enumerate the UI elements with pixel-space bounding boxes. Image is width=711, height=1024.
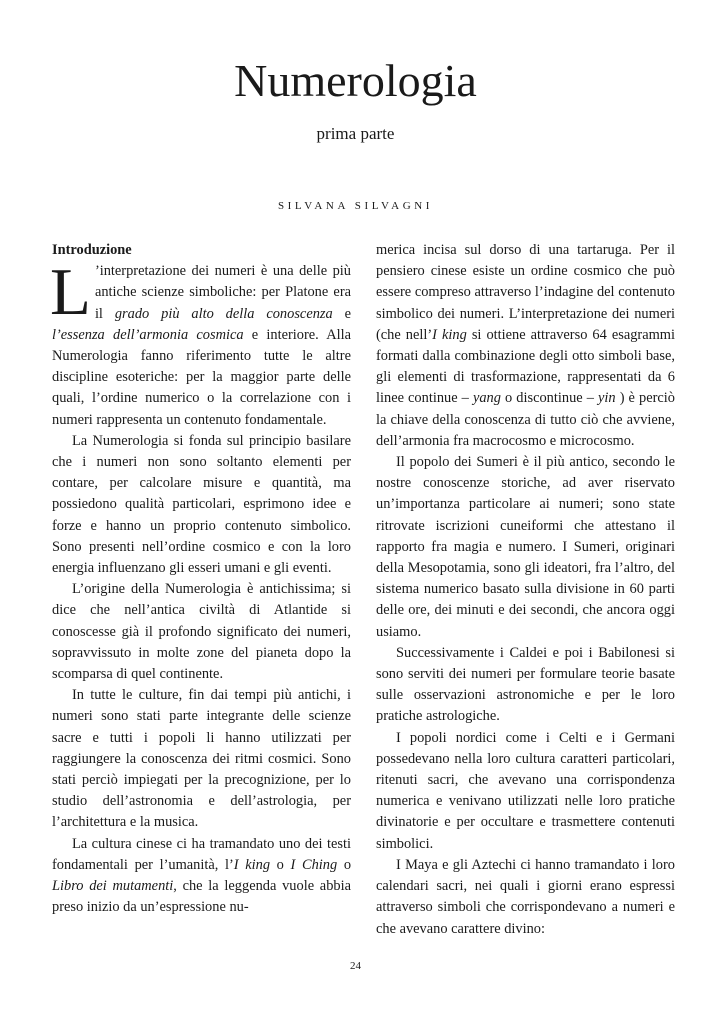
- paragraph-text: merica incisa sul dorso di una tartaruga. Per il pensiero cinese esiste un ordine cosmico che può essere compreso attraverso l’indagine del contenuto simbolico dei numeri. L’interpretazione dei numeri (che nell’: [376, 242, 675, 343]
- paragraph-text: ) è perciò la chiave della conoscenza di tutto ciò che avviene, dell’armonia fra macrocosmo e microcosmo.: [376, 390, 675, 449]
- author-name: SILVANA SILVAGNI: [277, 200, 434, 212]
- emphasis: I king: [233, 856, 271, 873]
- paragraph-text: ’interpretazione dei numeri è una delle più antiche scienze simboliche: per Platone era il: [94, 263, 351, 322]
- emphasis: Libro dei mutamenti: [52, 878, 174, 895]
- paragraph: I Maya e gli Aztechi ci hanno tramandato i loro calendari sacri, nei quali i giorni erano espressi attraverso simboli che corrispondevano a numeri e che avevano carattere divino:: [376, 856, 675, 937]
- emphasis: I Ching: [290, 856, 338, 873]
- right-column: [376, 240, 675, 940]
- emphasis: l’essenza dell’armonia cosmica: [52, 326, 244, 343]
- paragraph-text: , che la leggenda vuole abbia preso inizio da un’espressione nu-: [52, 878, 351, 916]
- paragraph: [52, 834, 351, 919]
- page-subtitle: prima parte: [316, 124, 395, 143]
- paragraph-text: e: [332, 305, 351, 322]
- section-title: Introduzione: [52, 242, 132, 258]
- paragraph: [50, 255, 351, 431]
- emphasis: yang: [472, 390, 501, 407]
- paragraph: [376, 240, 675, 452]
- paragraph-text: o: [337, 856, 352, 873]
- paragraph-text: o discontinue –: [500, 390, 599, 407]
- drop-cap: L: [50, 255, 91, 330]
- left-column: [52, 240, 351, 919]
- paragraph: Successivamente i Caldei e poi i Babilonesi si sono serviti dei numeri per formulare teorie basate sulle osservazioni astronomiche e per le loro pratiche astrologiche.: [376, 644, 675, 725]
- paragraph-text: si ottiene attraverso 64 esagrammi formati dalla combinazione degli otto simboli base, gli elementi di trasformazione, rappresentati da 6 linee continue –: [376, 326, 675, 407]
- paragraph-text: La cultura cinese ci ha tramandato uno dei testi fondamentali per l’umanità, l’: [52, 835, 351, 873]
- paragraph: La Numerologia si fonda sul principio basilare che i numeri non sono soltanto elementi per contare, per calcolare misure e quantità, ma possiedono qualità particolari, esprimono idee e forze e hanno un proprio contenuto simbolico. Sono presenti nell’ordine cosmico e con la loro energia influenzano gli esseri umani e gli eventi.: [52, 432, 351, 577]
- paragraph-text: e interiore. Alla Numerologia fanno riferimento tutte le altre discipline esoteriche: per la maggior parte delle quali, l’ordine numerico o la correlazione con i numeri rappresenta un contenuto fondamentale.: [52, 326, 351, 428]
- emphasis: yin: [598, 390, 616, 407]
- page-title: Numerologia: [234, 55, 477, 106]
- emphasis: grado più alto della conoscenza: [114, 305, 333, 322]
- paragraph: Il popolo dei Sumeri è il più antico, secondo le nostre conoscenze storiche, ad aver riservato un’importanza particolare ai numeri; sono state ritrovate iscrizioni cuneiformi che attestano il rapporto fra magia e numero. I Sumeri, originari della Mesopotamia, sono gli ideatori, fra l’altro, del sistema numerico basato sulla divisione in 60 parti delle ore, dei minuti e dei secondi, che ancora oggi usiamo.: [376, 454, 675, 640]
- paragraph: In tutte le culture, fin dai tempi più antichi, i numeri sono stati parte integrante delle scienze sacre e tutti i popoli li hanno utilizzati per raggiungere la conoscenza dei ritmi cosmici. Sono stati perciò impiegati per la precognizione, per lo studio dell’astronomia e dell’astrologia, per l’architettura e la musica.: [52, 687, 351, 831]
- emphasis: I king: [432, 326, 467, 343]
- paragraph: I popoli nordici come i Celti e i Germani possedevano nella loro cultura caratteri particolari, ritenuti sacri, che avevano una corrispondenza numerica e venivano utilizzati nelle loro pratiche divinatorie e per occultare e trasmettere contenuti simbolici.: [376, 729, 675, 852]
- page-number: 24: [350, 960, 361, 972]
- paragraph: L’origine della Numerologia è antichissima; si dice che nell’antica civiltà di Atlantide si conoscesse già il profondo significato dei numeri, sopravvissuto in molte zone del pianeta dopo la scomparsa di quel continente.: [52, 581, 351, 683]
- paragraph-text: o: [270, 856, 291, 873]
